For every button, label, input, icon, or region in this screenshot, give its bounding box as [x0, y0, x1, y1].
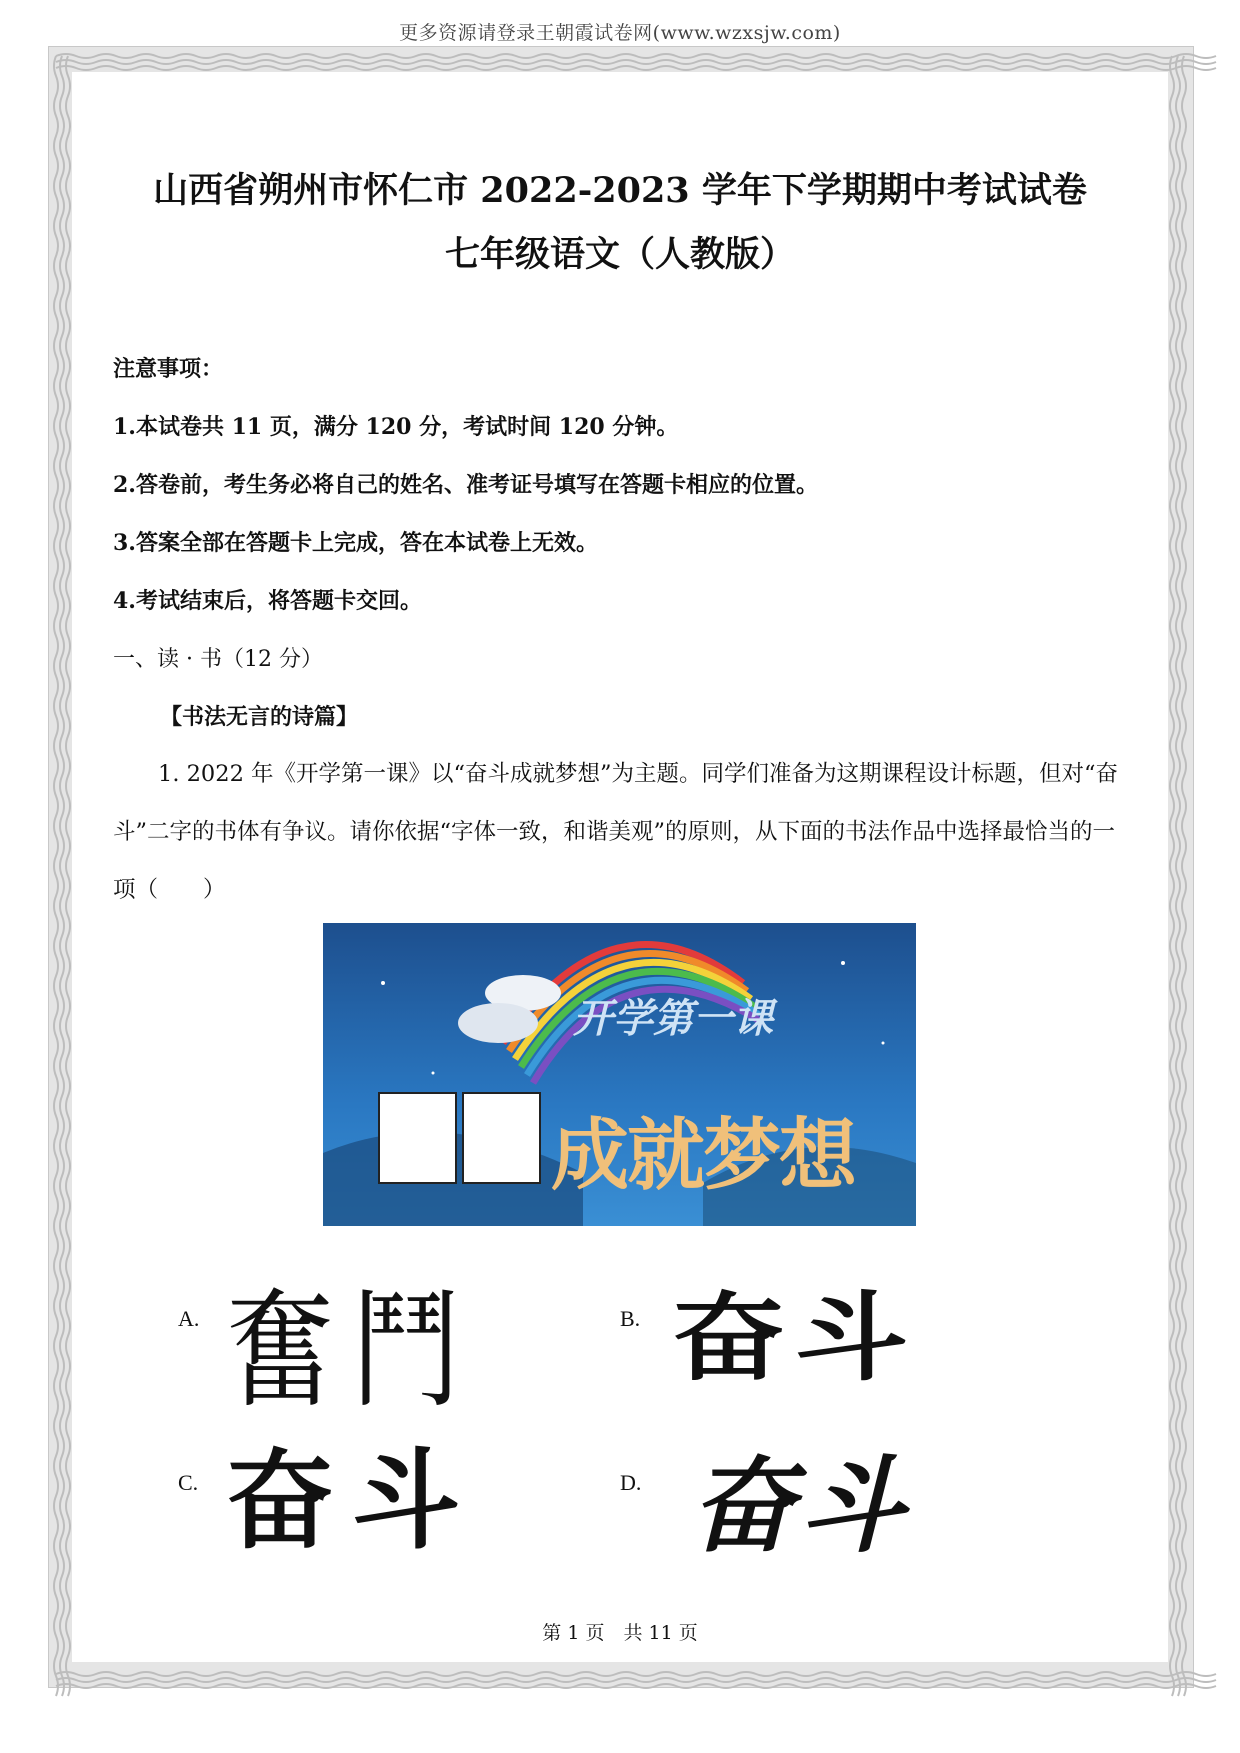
- note-item: 2.答卷前，考生务必将自己的姓名、准考证号填写在答题卡相应的位置。: [113, 472, 818, 498]
- banner-theme-tail: 成就梦想: [551, 1110, 856, 1201]
- banner-program-title: 开学第一课: [573, 995, 773, 1042]
- exam-subtitle: 七年级语文（人教版）: [444, 234, 795, 275]
- option-d-label: D.: [620, 1470, 642, 1495]
- option-a-label: A.: [178, 1306, 200, 1331]
- note-item: 3.答案全部在答题卡上完成，答在本试卷上无效。: [113, 530, 598, 556]
- option-b-calligraphy: 奋斗: [672, 1282, 918, 1394]
- question-1-text: 1. 2022 年《开学第一课》以“奋斗成就梦想”为主题。同学们准备为这期课程设计标题，但对“奋斗”二字的书体有争议。请你依据“字体一致，和谐美观”的原则，从下面的书法作品中选择最恰当的一项（ ）: [113, 761, 1119, 903]
- note-item: 4.考试结束后，将答题卡交回。: [113, 588, 422, 614]
- program-banner-image: [323, 923, 916, 1226]
- note-item: 1.本试卷共 11 页，满分 120 分，考试时间 120 分钟。: [113, 414, 679, 440]
- option-a-calligraphy: 奮鬥: [226, 1277, 479, 1425]
- page-number: 第 1 页 共 11 页: [542, 1622, 698, 1644]
- notes-heading: 注意事项：: [113, 356, 224, 382]
- option-b-label: B.: [620, 1306, 641, 1331]
- section-heading: 一、读 · 书（12 分）: [113, 647, 323, 672]
- option-c-calligraphy: 奋斗: [226, 1439, 479, 1564]
- question-1: [113, 745, 1128, 919]
- option-d-calligraphy: 奋斗: [690, 1444, 911, 1567]
- site-notice: 更多资源请登录王朝霞试卷网(www.wzxsjw.com): [399, 22, 841, 44]
- section-subheading: 【书法无言的诗篇】: [160, 704, 359, 730]
- exam-title: 山西省朔州市怀仁市 2022-2023 学年下学期期中考试试卷: [153, 170, 1087, 211]
- option-c-label: C.: [178, 1470, 199, 1495]
